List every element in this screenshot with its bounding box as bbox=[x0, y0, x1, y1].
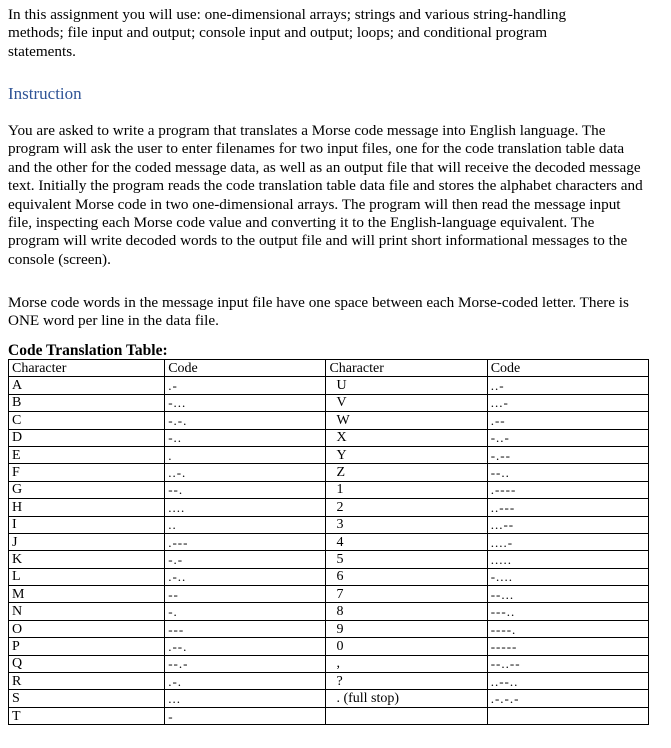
cell-code: --- bbox=[165, 620, 326, 637]
table-title: Code Translation Table: bbox=[8, 342, 168, 359]
table-row bbox=[9, 690, 649, 707]
cell-code: ....- bbox=[487, 533, 648, 550]
cell-code: -.... bbox=[487, 568, 648, 585]
cell-code: .-- bbox=[487, 412, 648, 429]
cell-character: W bbox=[326, 412, 487, 429]
cell-character: 6 bbox=[326, 568, 487, 585]
cell-code: -.-. bbox=[165, 412, 326, 429]
cell-code: - bbox=[165, 707, 326, 724]
cell-code: -.-- bbox=[487, 446, 648, 463]
cell-code: .. bbox=[165, 516, 326, 533]
cell-code: --.- bbox=[165, 655, 326, 672]
table-row bbox=[9, 377, 649, 394]
table-row bbox=[9, 673, 649, 690]
cell-character: D bbox=[9, 429, 165, 446]
cell-code: --..-- bbox=[487, 655, 648, 672]
table-row bbox=[9, 481, 649, 498]
cell-character: Y bbox=[326, 446, 487, 463]
section-heading: Instruction bbox=[8, 84, 82, 103]
cell-code: -.. bbox=[165, 429, 326, 446]
cell-code: -... bbox=[165, 394, 326, 411]
table-row bbox=[9, 446, 649, 463]
cell-character: ? bbox=[326, 673, 487, 690]
cell-character: L bbox=[9, 568, 165, 585]
cell-code: -. bbox=[165, 603, 326, 620]
cell-code: -.- bbox=[165, 551, 326, 568]
cell-character bbox=[326, 707, 487, 724]
cell-code: ---.. bbox=[487, 603, 648, 620]
table-row bbox=[9, 586, 649, 603]
table-row bbox=[9, 412, 649, 429]
cell-character: 1 bbox=[326, 481, 487, 498]
cell-code: .... bbox=[165, 499, 326, 516]
cell-character: N bbox=[9, 603, 165, 620]
cell-code: ..- bbox=[487, 377, 648, 394]
cell-code: ..... bbox=[487, 551, 648, 568]
instruction-paragraph: You are asked to write a program that translates a Morse code message into English language. The program will ask the user to enter filenames for two input files, one for the code translation table data and the other for the coded message data, as well as an output file that will receive the decoded message text. Initially the program reads the code translation table data file and stores the alphabet characters and equivalent Morse code in two one-dimensional arrays. The program will then read the message input file, inspecting each Morse code value and converting it to the English-language equivalent. The program will write decoded words to the output file and will print short informational messages to the console (screen). bbox=[8, 122, 643, 268]
cell-character: K bbox=[9, 551, 165, 568]
cell-character: G bbox=[9, 481, 165, 498]
table-row bbox=[9, 516, 649, 533]
cell-character: 8 bbox=[326, 603, 487, 620]
cell-character: T bbox=[9, 707, 165, 724]
cell-code: ..--- bbox=[487, 499, 648, 516]
cell-code: ...-- bbox=[487, 516, 648, 533]
morse-note-paragraph: Morse code words in the message input file have one space between each Morse-coded letter. There is ONE word per line in the data file. bbox=[8, 294, 629, 330]
cell-character: 5 bbox=[326, 551, 487, 568]
cell-code: .--- bbox=[165, 533, 326, 550]
table-row bbox=[9, 533, 649, 550]
cell-character: J bbox=[9, 533, 165, 550]
cell-character: O bbox=[9, 620, 165, 637]
cell-code: ..--.. bbox=[487, 673, 648, 690]
cell-character: , bbox=[326, 655, 487, 672]
cell-character: R bbox=[9, 673, 165, 690]
cell-character: 4 bbox=[326, 533, 487, 550]
header-code-1: Code bbox=[165, 360, 326, 377]
cell-character: X bbox=[326, 429, 487, 446]
cell-character: Z bbox=[326, 464, 487, 481]
cell-code: ----. bbox=[487, 620, 648, 637]
cell-character: 0 bbox=[326, 638, 487, 655]
cell-character: P bbox=[9, 638, 165, 655]
cell-code: .-. bbox=[165, 673, 326, 690]
table-row bbox=[9, 638, 649, 655]
table-row bbox=[9, 429, 649, 446]
cell-code: --... bbox=[487, 586, 648, 603]
cell-code: ----- bbox=[487, 638, 648, 655]
header-character-2: Character bbox=[326, 360, 487, 377]
table-row bbox=[9, 655, 649, 672]
table-row bbox=[9, 499, 649, 516]
cell-character: 9 bbox=[326, 620, 487, 637]
table-row bbox=[9, 551, 649, 568]
table-row bbox=[9, 707, 649, 724]
cell-code: ...- bbox=[487, 394, 648, 411]
header-character-1: Character bbox=[9, 360, 165, 377]
table-row bbox=[9, 394, 649, 411]
cell-code: -- bbox=[165, 586, 326, 603]
cell-character: M bbox=[9, 586, 165, 603]
header-code-2: Code bbox=[487, 360, 648, 377]
table-row bbox=[9, 464, 649, 481]
cell-code: .-.. bbox=[165, 568, 326, 585]
cell-character: F bbox=[9, 464, 165, 481]
cell-code: ..-. bbox=[165, 464, 326, 481]
cell-character: 2 bbox=[326, 499, 487, 516]
cell-character: I bbox=[9, 516, 165, 533]
cell-character: 3 bbox=[326, 516, 487, 533]
cell-character: U bbox=[326, 377, 487, 394]
cell-code: .- bbox=[165, 377, 326, 394]
intro-paragraph: In this assignment you will use: one-dimensional arrays; strings and various string-handling methods; file input and output; console input and output; loops; and conditional program statements. bbox=[8, 6, 567, 60]
cell-character: C bbox=[9, 412, 165, 429]
document-page bbox=[8, 6, 658, 724]
table-row bbox=[9, 568, 649, 585]
cell-code: .--. bbox=[165, 638, 326, 655]
cell-code: --. bbox=[165, 481, 326, 498]
table-row bbox=[9, 603, 649, 620]
cell-code: . bbox=[165, 446, 326, 463]
cell-code: .-.-.- bbox=[487, 690, 648, 707]
cell-character: A bbox=[9, 377, 165, 394]
cell-code: --.. bbox=[487, 464, 648, 481]
cell-character: B bbox=[9, 394, 165, 411]
table-header-row bbox=[9, 360, 649, 377]
table-body bbox=[9, 377, 649, 725]
cell-character: Q bbox=[9, 655, 165, 672]
cell-code: -..- bbox=[487, 429, 648, 446]
cell-code: .---- bbox=[487, 481, 648, 498]
cell-code: ... bbox=[165, 690, 326, 707]
cell-character: H bbox=[9, 499, 165, 516]
cell-character: V bbox=[326, 394, 487, 411]
cell-character: E bbox=[9, 446, 165, 463]
cell-code bbox=[487, 707, 648, 724]
cell-character: 7 bbox=[326, 586, 487, 603]
cell-character: . (full stop) bbox=[326, 690, 487, 707]
cell-character: S bbox=[9, 690, 165, 707]
code-translation-table bbox=[8, 359, 649, 725]
table-row bbox=[9, 620, 649, 637]
